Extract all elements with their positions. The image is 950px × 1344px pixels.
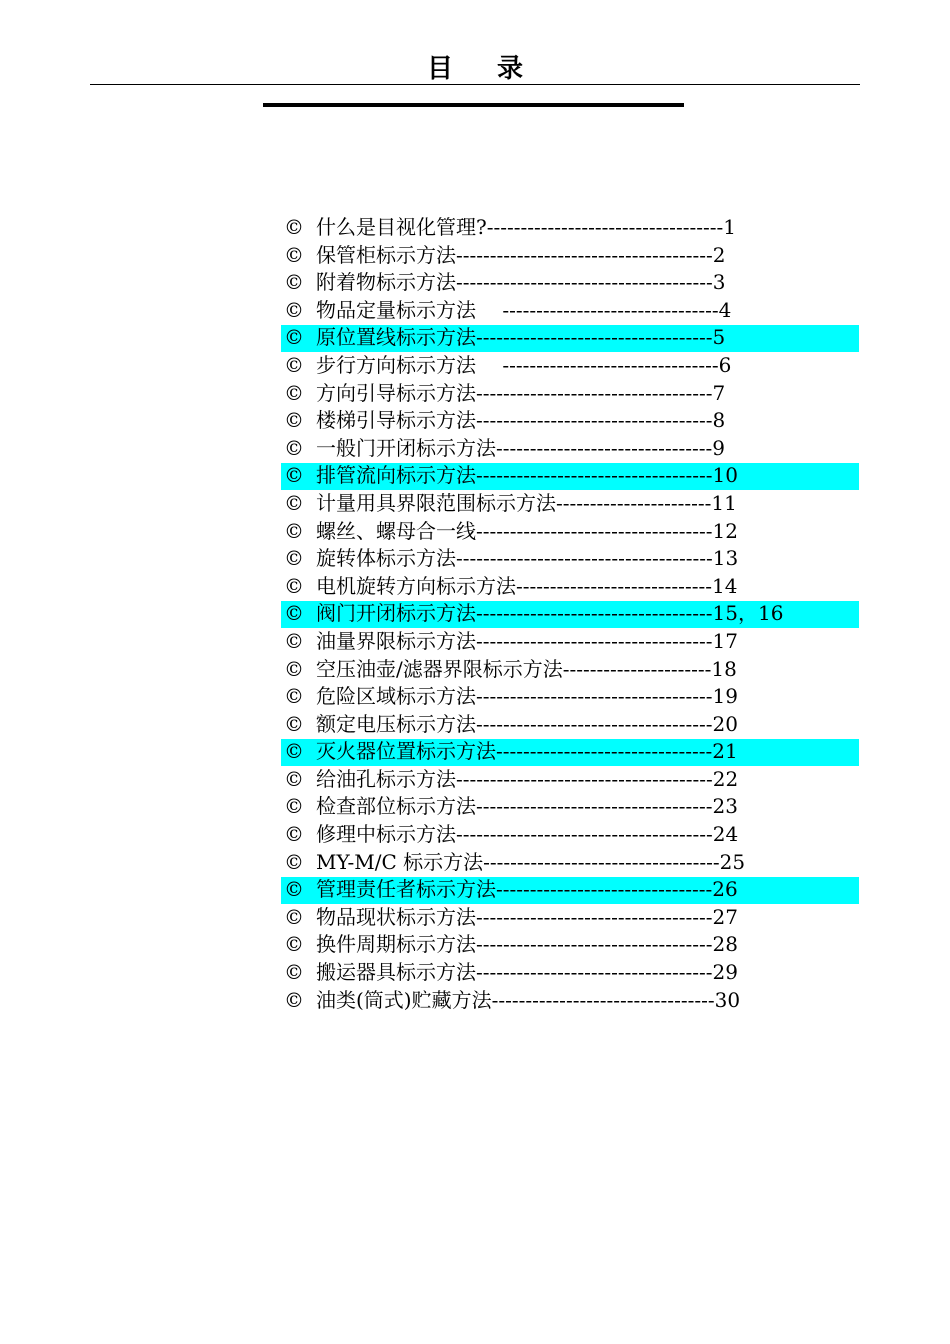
toc-entry-text: 油类(筒式)贮藏方法---------------------------------30 — [316, 987, 741, 1012]
toc-entry-text: 螺丝、螺母合一线-----------------------------------12 — [316, 518, 738, 543]
copyright-mark-icon: © — [284, 739, 304, 764]
toc-entry[interactable] — [0, 379, 950, 407]
copyright-mark-icon: © — [284, 325, 304, 350]
toc-entry-text: 灭火器位置标示方法--------------------------------21 — [316, 739, 738, 764]
copyright-mark-icon: © — [284, 904, 304, 929]
copyright-mark-icon: © — [284, 546, 304, 571]
toc-entry-text: 物品现状标示方法-----------------------------------27 — [316, 904, 738, 929]
toc-entry[interactable] — [0, 517, 950, 545]
toc-entry-text: 一般门开闭标示方法--------------------------------9 — [316, 435, 725, 460]
toc-entry-text: 计量用具界限范围标示方法-----------------------11 — [316, 490, 737, 515]
toc-entry[interactable] — [0, 627, 950, 655]
toc-entry-text: 保管柜标示方法--------------------------------------2 — [316, 242, 726, 267]
toc-entry-text: 搬运器具标示方法-----------------------------------29 — [316, 960, 738, 985]
toc-entry-text: 原位置线标示方法-----------------------------------5 — [316, 325, 726, 350]
table-of-contents — [0, 213, 950, 1013]
copyright-mark-icon: © — [284, 297, 304, 322]
toc-entry-text: 附着物标示方法--------------------------------------3 — [316, 270, 726, 295]
toc-entry[interactable] — [0, 737, 950, 765]
toc-entry[interactable] — [0, 241, 950, 269]
toc-entry[interactable] — [0, 655, 950, 683]
copyright-mark-icon: © — [284, 463, 304, 488]
toc-entry[interactable] — [0, 572, 950, 600]
copyright-mark-icon: © — [284, 242, 304, 267]
copyright-mark-icon: © — [284, 518, 304, 543]
toc-entry[interactable] — [0, 792, 950, 820]
toc-entry[interactable] — [0, 213, 950, 241]
title-underline — [263, 103, 684, 107]
toc-entry[interactable] — [0, 986, 950, 1014]
toc-entry[interactable] — [0, 351, 950, 379]
toc-entry-text: 管理责任者标示方法--------------------------------26 — [316, 877, 738, 902]
toc-entry[interactable] — [0, 544, 950, 572]
toc-entry[interactable] — [0, 434, 950, 462]
copyright-mark-icon: © — [284, 573, 304, 598]
copyright-mark-icon: © — [284, 380, 304, 405]
toc-entry[interactable] — [0, 930, 950, 958]
copyright-mark-icon: © — [284, 822, 304, 847]
copyright-mark-icon: © — [284, 352, 304, 377]
toc-entry[interactable] — [0, 682, 950, 710]
copyright-mark-icon: © — [284, 960, 304, 985]
toc-entry[interactable] — [0, 268, 950, 296]
toc-entry[interactable] — [0, 903, 950, 931]
toc-entry-text: 额定电压标示方法-----------------------------------20 — [316, 711, 738, 736]
toc-entry-text: 修理中标示方法--------------------------------------24 — [316, 822, 739, 847]
copyright-mark-icon: © — [284, 766, 304, 791]
copyright-mark-icon: © — [284, 601, 304, 626]
toc-entry[interactable] — [0, 875, 950, 903]
toc-entry[interactable] — [0, 599, 950, 627]
copyright-mark-icon: © — [284, 656, 304, 681]
toc-entry-text: 检查部位标示方法-----------------------------------23 — [316, 794, 738, 819]
toc-entry[interactable] — [0, 296, 950, 324]
page-title — [90, 52, 860, 86]
toc-entry-text: 油量界限标示方法-----------------------------------17 — [316, 628, 738, 653]
copyright-mark-icon: © — [284, 270, 304, 295]
copyright-mark-icon: © — [284, 711, 304, 736]
toc-entry[interactable] — [0, 323, 950, 351]
copyright-mark-icon: © — [284, 877, 304, 902]
copyright-mark-icon: © — [284, 987, 304, 1012]
toc-entry-text: 步行方向标示方法 --------------------------------6 — [316, 352, 732, 377]
toc-entry-text: 什么是目视化管理?-----------------------------------1 — [316, 215, 736, 239]
copyright-mark-icon: © — [284, 408, 304, 433]
toc-entry-text: 空压油壶/滤器界限标示方法----------------------18 — [316, 656, 737, 681]
toc-entry-text: 危险区域标示方法-----------------------------------19 — [316, 684, 738, 709]
toc-entry[interactable] — [0, 710, 950, 738]
copyright-mark-icon: © — [284, 684, 304, 709]
copyright-mark-icon: © — [284, 215, 304, 239]
copyright-mark-icon: © — [284, 849, 304, 874]
toc-entry-text: 旋转体标示方法--------------------------------------13 — [316, 546, 739, 571]
toc-entry-text: 方向引导标示方法-----------------------------------7 — [316, 380, 726, 405]
copyright-mark-icon: © — [284, 932, 304, 957]
toc-entry[interactable] — [0, 489, 950, 517]
toc-entry-text: 阀门开闭标示方法-----------------------------------15，16 — [316, 601, 784, 626]
toc-entry-text: 物品定量标示方法 --------------------------------4 — [316, 297, 732, 322]
toc-entry-text: 换件周期标示方法-----------------------------------28 — [316, 932, 738, 957]
toc-entry-text: 楼梯引导标示方法-----------------------------------8 — [316, 408, 726, 433]
toc-entry[interactable] — [0, 848, 950, 876]
toc-entry-text: MY-M/C 标示方法-----------------------------------25 — [316, 849, 746, 874]
toc-entry[interactable] — [0, 461, 950, 489]
copyright-mark-icon: © — [284, 435, 304, 460]
toc-entry-text: 排管流向标示方法-----------------------------------10 — [316, 463, 738, 488]
copyright-mark-icon: © — [284, 490, 304, 515]
toc-entry[interactable] — [0, 406, 950, 434]
toc-entry[interactable] — [0, 765, 950, 793]
page-header — [90, 52, 860, 92]
copyright-mark-icon: © — [284, 628, 304, 653]
toc-entry-text: 电机旋转方向标示方法-----------------------------14 — [316, 573, 738, 598]
toc-entry[interactable] — [0, 820, 950, 848]
toc-entry-text: 给油孔标示方法--------------------------------------22 — [316, 766, 739, 791]
toc-entry[interactable] — [0, 958, 950, 986]
copyright-mark-icon: © — [284, 794, 304, 819]
page-title-text: 目录 — [417, 54, 577, 84]
